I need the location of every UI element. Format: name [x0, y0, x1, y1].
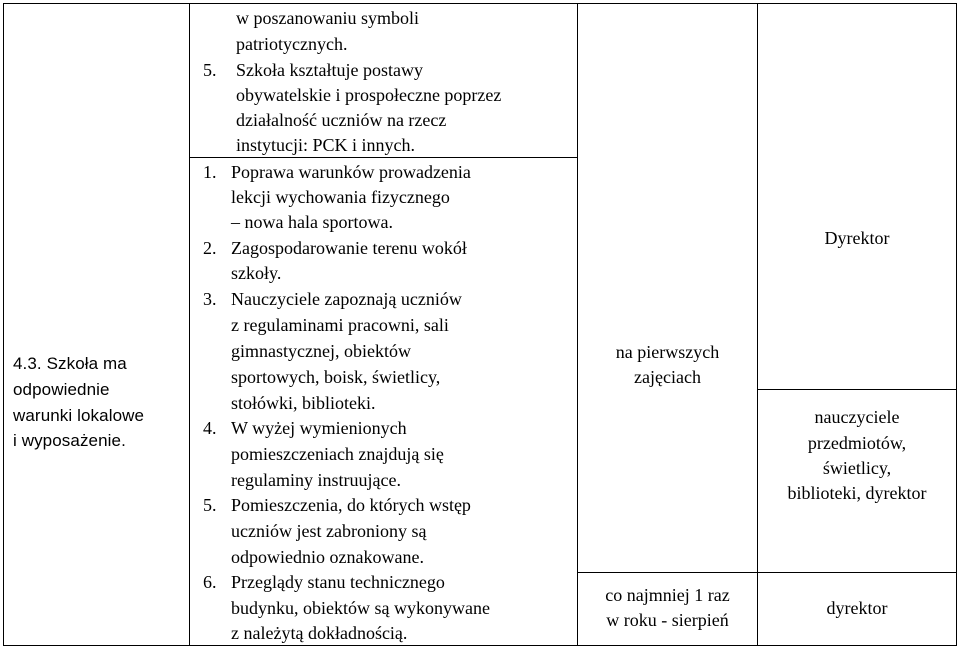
task-line: działalność uczniów na rzecz: [236, 110, 447, 130]
table-border-right: [956, 3, 957, 646]
task-number: 6.: [203, 572, 217, 592]
table-border-bottom: [3, 645, 957, 646]
task-line: pomieszczeniach znajdują się: [231, 444, 444, 464]
responsible-row-divider-1: [757, 389, 957, 390]
task-number: 1.: [203, 162, 217, 182]
task-line: z regulaminami pracowni, sali: [231, 315, 449, 335]
task-number: 3.: [203, 289, 217, 309]
column-divider-3: [757, 3, 758, 646]
task-line: z należytą dokładnością.: [231, 623, 408, 643]
deadline-row-divider: [577, 572, 758, 573]
section-label-line: warunki lokalowe: [13, 406, 145, 425]
task-line: gimnastycznej, obiektów: [231, 341, 411, 361]
task-line: budynku, obiektów są wykonywane: [231, 598, 490, 618]
task-number: 5.: [203, 495, 217, 515]
section-label-line: odpowiednie: [13, 380, 110, 399]
task-line: regulaminy instruujące.: [231, 470, 401, 490]
task-line: Nauczyciele zapoznają uczniów: [231, 289, 462, 309]
table-border-top: [3, 3, 957, 4]
task-line: W wyżej wymienionych: [231, 418, 407, 438]
deadline-line: co najmniej 1 raz: [605, 585, 730, 605]
task-line: sportowych, boisk, świetlicy,: [231, 367, 441, 387]
task-line: Poprawa warunków prowadzenia: [231, 162, 471, 182]
table-border-left: [3, 3, 4, 646]
task-number: 2.: [203, 238, 217, 258]
column-divider-1: [189, 3, 190, 646]
responsible-line: biblioteki, dyrektor: [787, 483, 927, 503]
task-line: – nowa hala sportowa.: [231, 212, 393, 232]
task-number: 5.: [203, 60, 217, 80]
deadline-line: w roku - sierpień: [606, 610, 729, 630]
deadline-line: zajęciach: [634, 367, 701, 387]
section-label-line: 4.3. Szkoła ma: [13, 354, 127, 373]
task-line: uczniów jest zabroniony są: [231, 521, 427, 541]
responsible-line: dyrektor: [826, 598, 888, 618]
responsible-line: świetlicy,: [822, 458, 892, 478]
responsible-row-divider-2: [757, 572, 957, 573]
task-line: instytucji: PCK i innych.: [236, 135, 416, 155]
deadline-line: na pierwszych: [615, 342, 720, 362]
row-divider: [189, 157, 578, 158]
responsible-line: Dyrektor: [824, 228, 890, 248]
task-line: odpowiednio oznakowane.: [231, 547, 424, 567]
task-line: Przeglądy stanu technicznego: [231, 572, 445, 592]
task-line: obywatelskie i prospołeczne poprzez: [236, 85, 502, 105]
task-line: lekcji wychowania fizycznego: [231, 187, 450, 207]
task-line: szkoły.: [231, 263, 282, 283]
column-divider-2: [577, 3, 578, 646]
task-line: w poszanowaniu symboli: [236, 8, 419, 28]
section-label-line: i wyposażenie.: [13, 431, 126, 450]
responsible-line: przedmiotów,: [807, 433, 907, 453]
task-line: Szkoła kształtuje postawy: [236, 60, 423, 80]
task-number: 4.: [203, 418, 217, 438]
task-line: stołówki, biblioteki.: [231, 393, 376, 413]
responsible-line: nauczyciele: [814, 407, 900, 427]
task-line: Pomieszczenia, do których wstęp: [231, 495, 471, 515]
task-line: patriotycznych.: [236, 34, 348, 54]
task-line: Zagospodarowanie terenu wokół: [231, 238, 467, 258]
